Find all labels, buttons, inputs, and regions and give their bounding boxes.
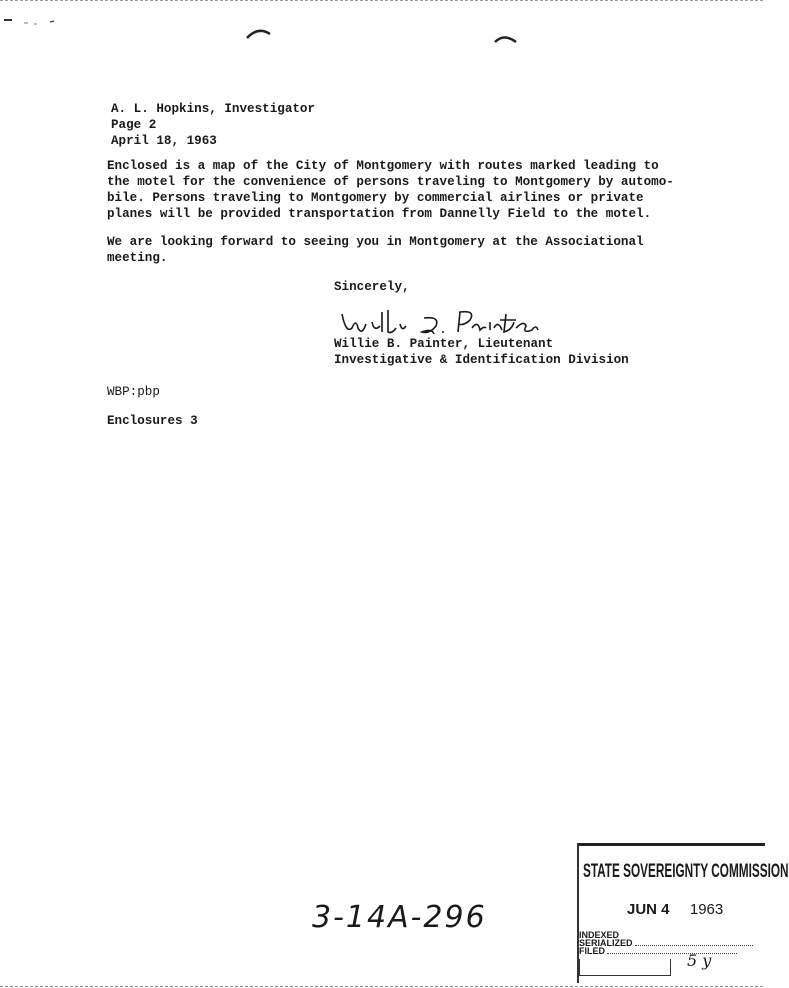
stamp-indexed-label: INDEXED [579, 930, 620, 940]
reference-initials: WBP:pbp [107, 385, 160, 399]
handwritten-signature [336, 304, 546, 340]
handwritten-file-number: 3-14A-296 [312, 900, 487, 935]
closing-salutation: Sincerely, [334, 280, 410, 294]
stamp-filed-label: FILED [579, 946, 605, 956]
stamp-dotted-line [635, 945, 753, 946]
stamp-year: 1963 [689, 901, 724, 918]
signer-name-title: Willie B. Painter, Lieutenant [334, 337, 554, 351]
stamp-title: STATE SOVEREIGNTY COMMISSION [583, 861, 789, 882]
page-number: Page 2 [111, 118, 157, 132]
paragraph-1-line-3: bile. Persons traveling to Montgomery by commercial airlines or private [107, 191, 644, 205]
stamp-top-border [579, 843, 765, 846]
stamp-serialized-label: SERIALIZED [579, 938, 633, 948]
stamp-filed [579, 947, 737, 956]
enclosures-note: Enclosures 3 [107, 414, 198, 428]
paragraph-1-line-4: planes will be provided transportation from Dannelly Field to the motel. [107, 207, 652, 221]
stamp-date [627, 901, 723, 918]
stamp-month-day: JUN 4 [627, 901, 670, 918]
signer-division: Investigative & Identification Division [334, 353, 629, 367]
paragraph-1-line-2: the motel for the convenience of persons traveling to Montgomery by automo- [107, 175, 674, 189]
stamp-dotted-line [607, 953, 737, 954]
paragraph-2-line-1: We are looking forward to seeing you in Montgomery at the Associational [107, 235, 644, 249]
received-stamp [577, 843, 789, 983]
punch-hole-mark-left [244, 26, 274, 44]
stamp-entry-box [579, 959, 671, 976]
punch-hole-mark-right [492, 33, 522, 47]
scan-edge-top [0, 0, 763, 2]
stamp-handwritten-initials: 5 y [687, 951, 712, 970]
paragraph-2-line-2: meeting. [107, 251, 168, 265]
letter-date: April 18, 1963 [111, 134, 217, 148]
scan-speck-marks [0, 14, 70, 30]
paragraph-1-line-1: Enclosed is a map of the City of Montgomery with routes marked leading to [107, 159, 659, 173]
addressee-line: A. L. Hopkins, Investigator [111, 102, 316, 116]
